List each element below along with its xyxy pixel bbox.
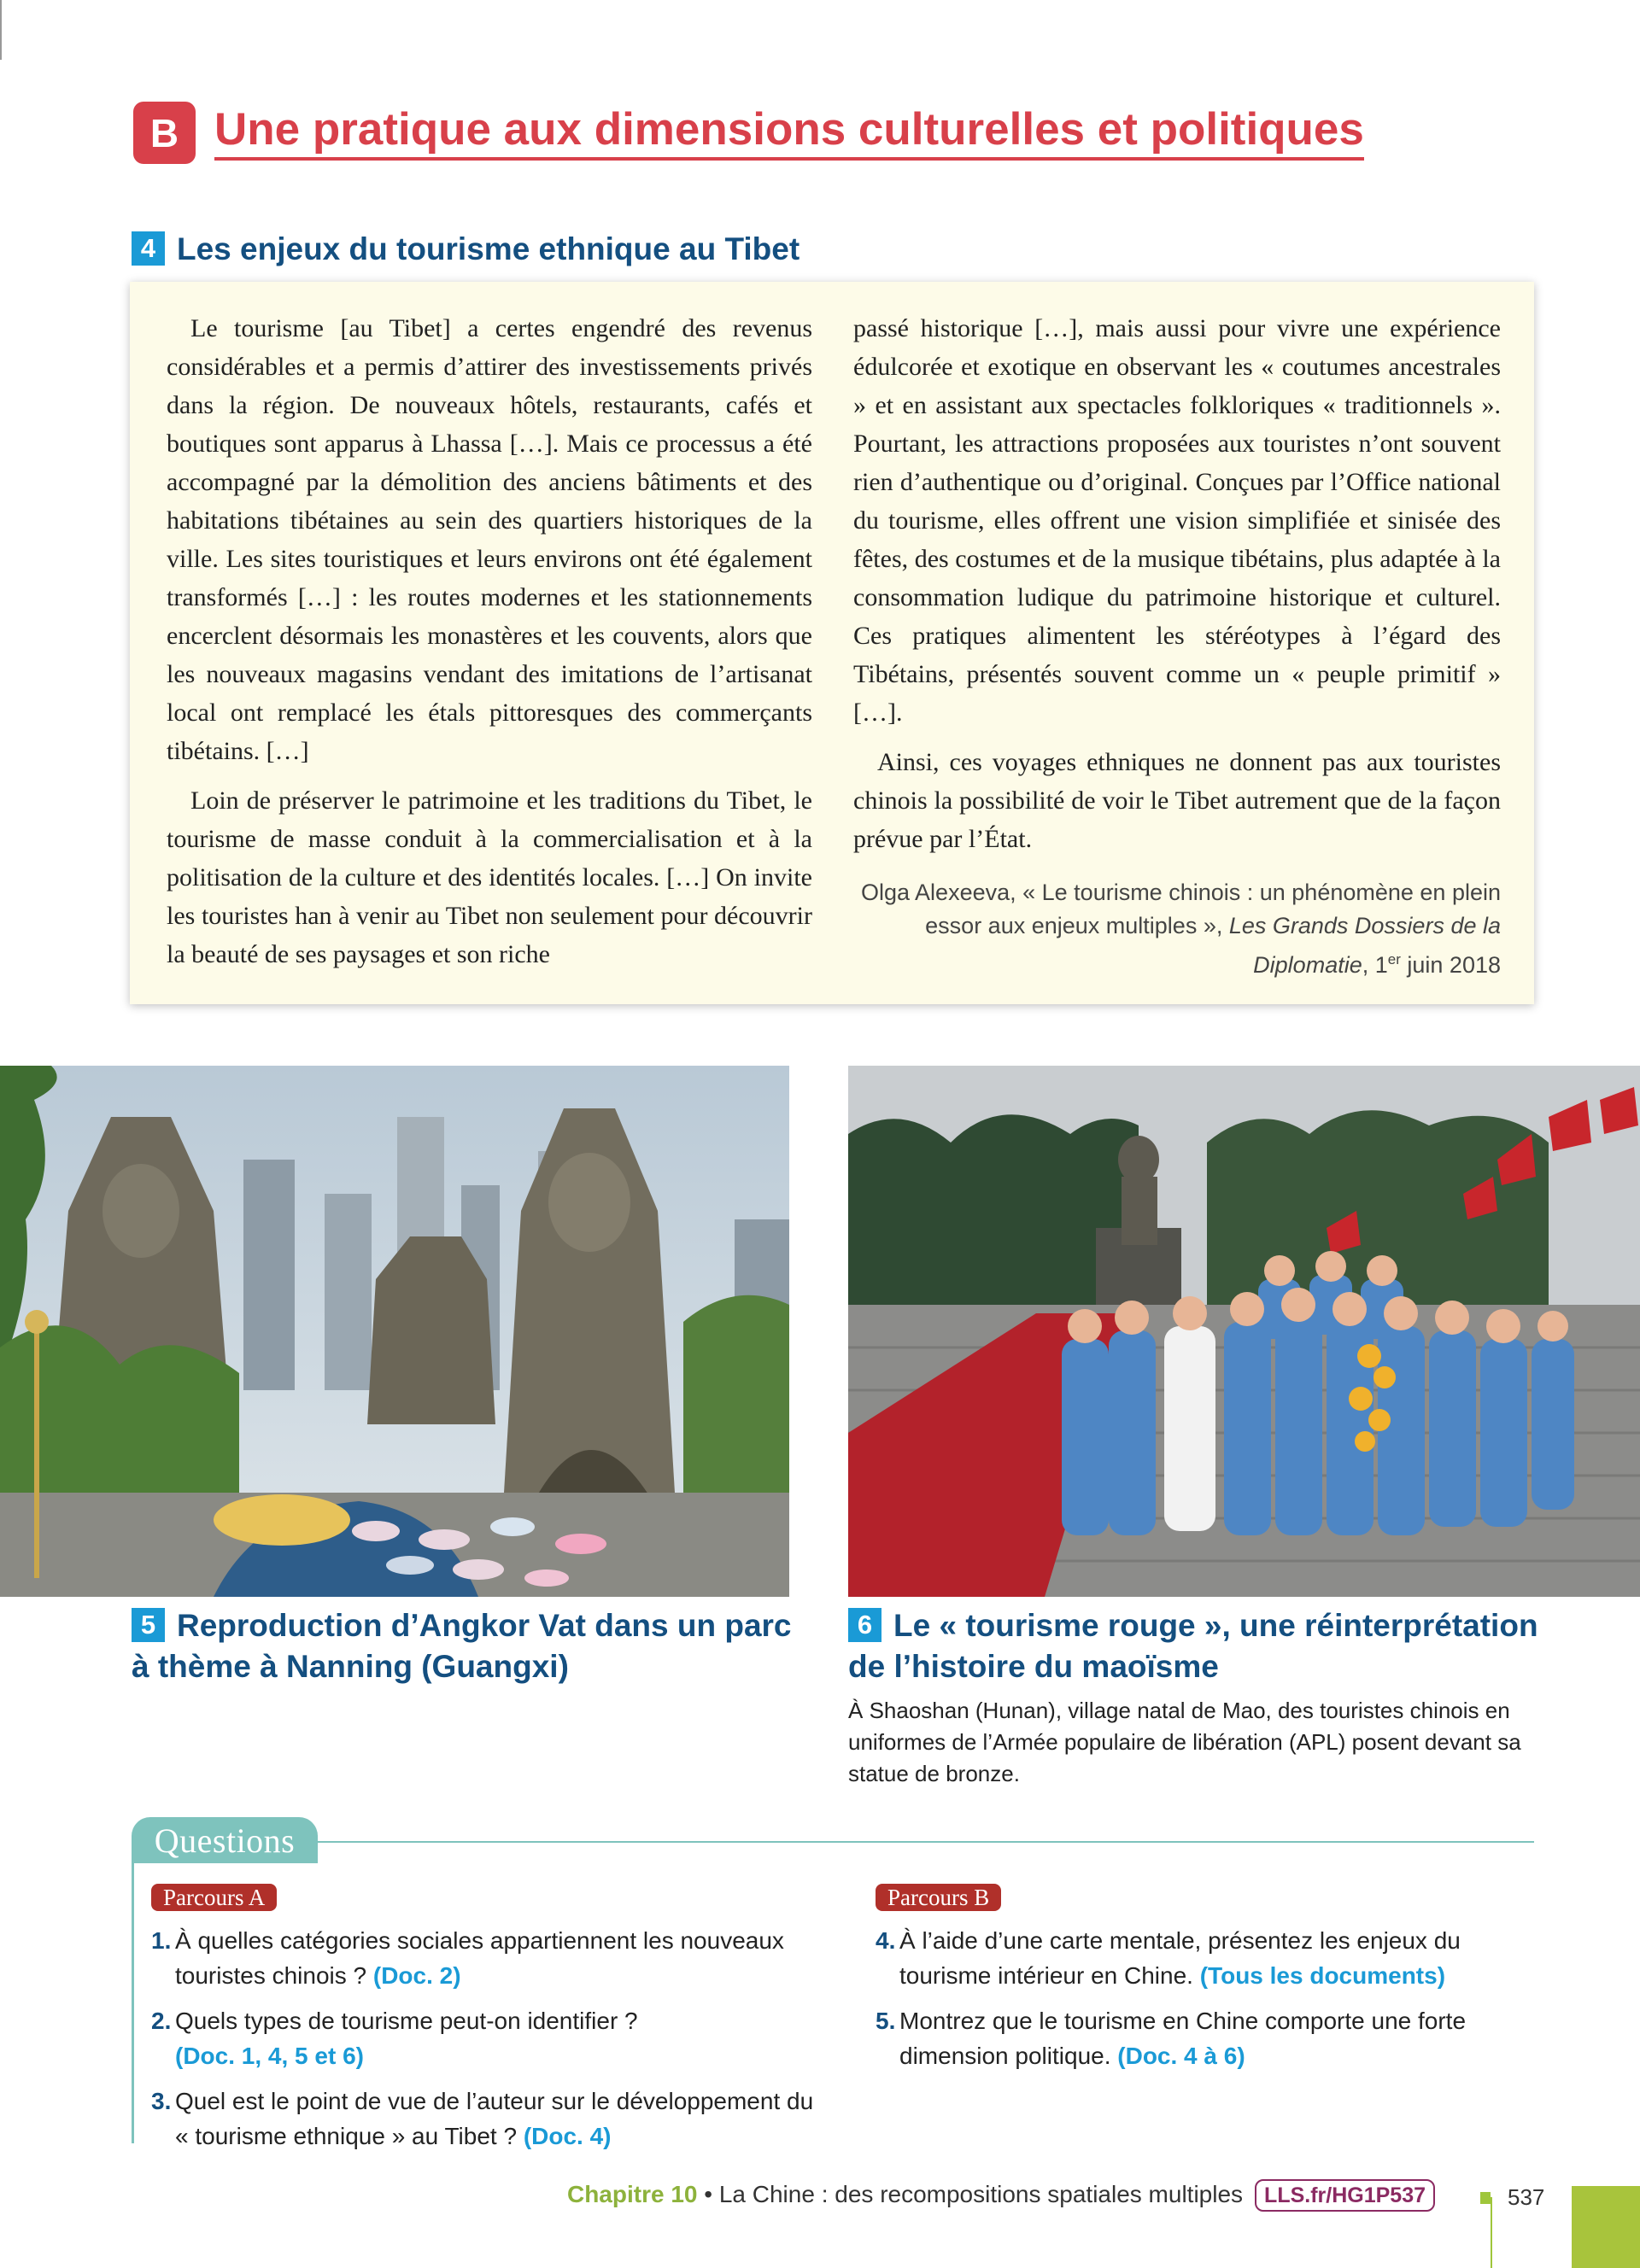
- question-item: [876, 2003, 1533, 2073]
- parcours-b-badge: Parcours B: [876, 1884, 1001, 1911]
- angkor-theme-park-photo: [0, 1066, 789, 1597]
- question-text: À l’aide d’une carte mentale, présentez les enjeux du tourisme intérieur en Chine.: [899, 1927, 1461, 1989]
- source-date-end: juin 2018: [1400, 952, 1501, 978]
- question-doc-ref: (Doc. 4 à 6): [1117, 2043, 1245, 2069]
- doc4-title: Les enjeux du tourisme ethnique au Tibet: [177, 231, 800, 266]
- footer-separator: •: [697, 2181, 719, 2207]
- doc5-number: 5: [132, 1608, 165, 1642]
- doc4-source: [853, 876, 1501, 982]
- question-text: Quel est le point de vue de l’auteur sur le développement du « tourisme ethnique » au Tibet ?: [175, 2088, 814, 2149]
- question-item: [151, 1923, 826, 1993]
- parcours-a-badge: Parcours A: [151, 1884, 277, 1911]
- doc4-column-1: [167, 309, 812, 985]
- footer-link[interactable]: LLS.fr/HG1P537: [1255, 2179, 1435, 2212]
- question-number: 3.: [151, 2088, 172, 2114]
- footer-bar: [1491, 2197, 1492, 2268]
- doc4-paragraph: Le tourisme [au Tibet] a certes engendré des revenus considérables et a permis d’attirer des investissements privés dans la région. De nouveaux hôtels, restaurants, cafés et boutiques sont apparus à Lhassa […]. Mais ce processus a été accompagné par la démolition des anciens bâtiments et des habitations tibétaines au sein des quartiers historiques de la ville. Les sites touristiques et leurs environs ont été également transformés […] : les routes modernes et les stationnements encerclent désormais les monastères et les couvents, alors que les nouveaux magasins vendant des imitations de l’artisanat local ont remplacé les étals pittoresques des commerçants tibétains. […]: [167, 314, 812, 765]
- doc4-paragraph: passé historique […], mais aussi pour vivre une expérience édulcorée et exotique en observant les « coutumes ancestrales » et en assistant aux spectacles folkloriques « traditionnels ». Pourtant, les attractions proposées aux touristes n’ont souvent rien d’authentique ou d’original. Conçues par l’Office national du tourisme, elles offrent une vision simplifiée et sinisée des fêtes, des costumes et de la musique tibétains, plus adaptée à la consommation ludique du patrimoine historique et culturel. Ces pratiques alimentent les stéréotypes à l’égard des Tibétains, présentés souvent comme un « peuple primitif » […].: [853, 314, 1501, 727]
- doc4-paragraph: Ainsi, ces voyages ethniques ne donnent pas aux touristes chinois la possibilité de voir le Tibet autrement que de la façon prévue par l’État.: [853, 748, 1501, 853]
- doc5-title: Reproduction d’Angkor Vat dans un parc à thème à Nanning (Guangxi): [132, 1608, 792, 1684]
- source-date-sup: er: [1387, 951, 1401, 967]
- source-date: , 1: [1362, 952, 1388, 978]
- questions-tab: Questions: [132, 1817, 318, 1863]
- doc6-heading: [848, 1605, 1583, 1687]
- source-author: Olga Alexeeva, « Le tourisme chinois : un phénomène en plein essor aux enjeux multiples »,: [861, 880, 1501, 938]
- doc6-caption: À Shaoshan (Hunan), village natal de Mao, des touristes chinois en uniformes de l’Armée populaire de libération (APL) posent devant sa statue de bronze.: [848, 1698, 1521, 1786]
- question-text: Montrez que le tourisme en Chine comporte une forte dimension politique.: [899, 2008, 1467, 2069]
- question-item: [876, 1923, 1533, 1993]
- page-number: 537: [1508, 2184, 1545, 2210]
- question-doc-ref: (Doc. 1, 4, 5 et 6): [175, 2043, 364, 2069]
- doc4-heading: [132, 229, 800, 270]
- page-footer: [555, 2179, 1546, 2212]
- question-number: 4.: [876, 1927, 896, 1954]
- red-tourism-photo: [848, 1066, 1640, 1597]
- section-title: Une pratique aux dimensions culturelles et politiques: [214, 102, 1364, 161]
- questions-border: [132, 1863, 134, 2143]
- question-doc-ref: (Doc. 4): [523, 2123, 612, 2149]
- doc6-title: Le « tourisme rouge », une réinterprétation de l’histoire du maoïsme: [848, 1608, 1538, 1684]
- question-item: [151, 2003, 826, 2073]
- parcours-b-questions: [876, 1923, 1533, 2084]
- question-number: 1.: [151, 1927, 172, 1954]
- source-publication: Les Grands Dossiers de la Diplomatie: [1228, 913, 1501, 978]
- question-text: À quelles catégories sociales appartiennent les nouveaux touristes chinois ?: [175, 1927, 784, 1989]
- doc4-number: 4: [132, 231, 165, 266]
- question-doc-ref: (Tous les documents): [1199, 1962, 1446, 1989]
- question-doc-ref: (Doc. 2): [372, 1962, 461, 1989]
- question-item: [151, 2084, 826, 2154]
- footer-subtitle: La Chine : des recompositions spatiales multiples: [718, 2181, 1244, 2207]
- doc5-heading: [132, 1605, 806, 1687]
- footer-chapter: Chapitre 10: [566, 2181, 698, 2207]
- question-text: Quels types de tourisme peut-on identifier ?: [175, 2008, 638, 2034]
- page-edge: [0, 0, 2, 60]
- question-number: 2.: [151, 2008, 172, 2034]
- footer-marker: [1480, 2192, 1491, 2204]
- parcours-a-questions: [151, 1923, 826, 2164]
- corner-tab: [1572, 2186, 1640, 2268]
- question-number: 5.: [876, 2008, 896, 2034]
- questions-divider: [316, 1841, 1534, 1843]
- doc4-paragraph: Loin de préserver le patrimoine et les traditions du Tibet, le tourisme de masse conduit à la commercialisation et à la politisation de la culture et des identités locales. […] On invite les touristes han à venir au Tibet non seulement pour découvrir la beauté de ses paysages et son riche: [167, 786, 812, 968]
- section-badge: B: [133, 102, 196, 164]
- doc6-number: 6: [848, 1608, 882, 1642]
- doc4-column-2: [853, 309, 1501, 869]
